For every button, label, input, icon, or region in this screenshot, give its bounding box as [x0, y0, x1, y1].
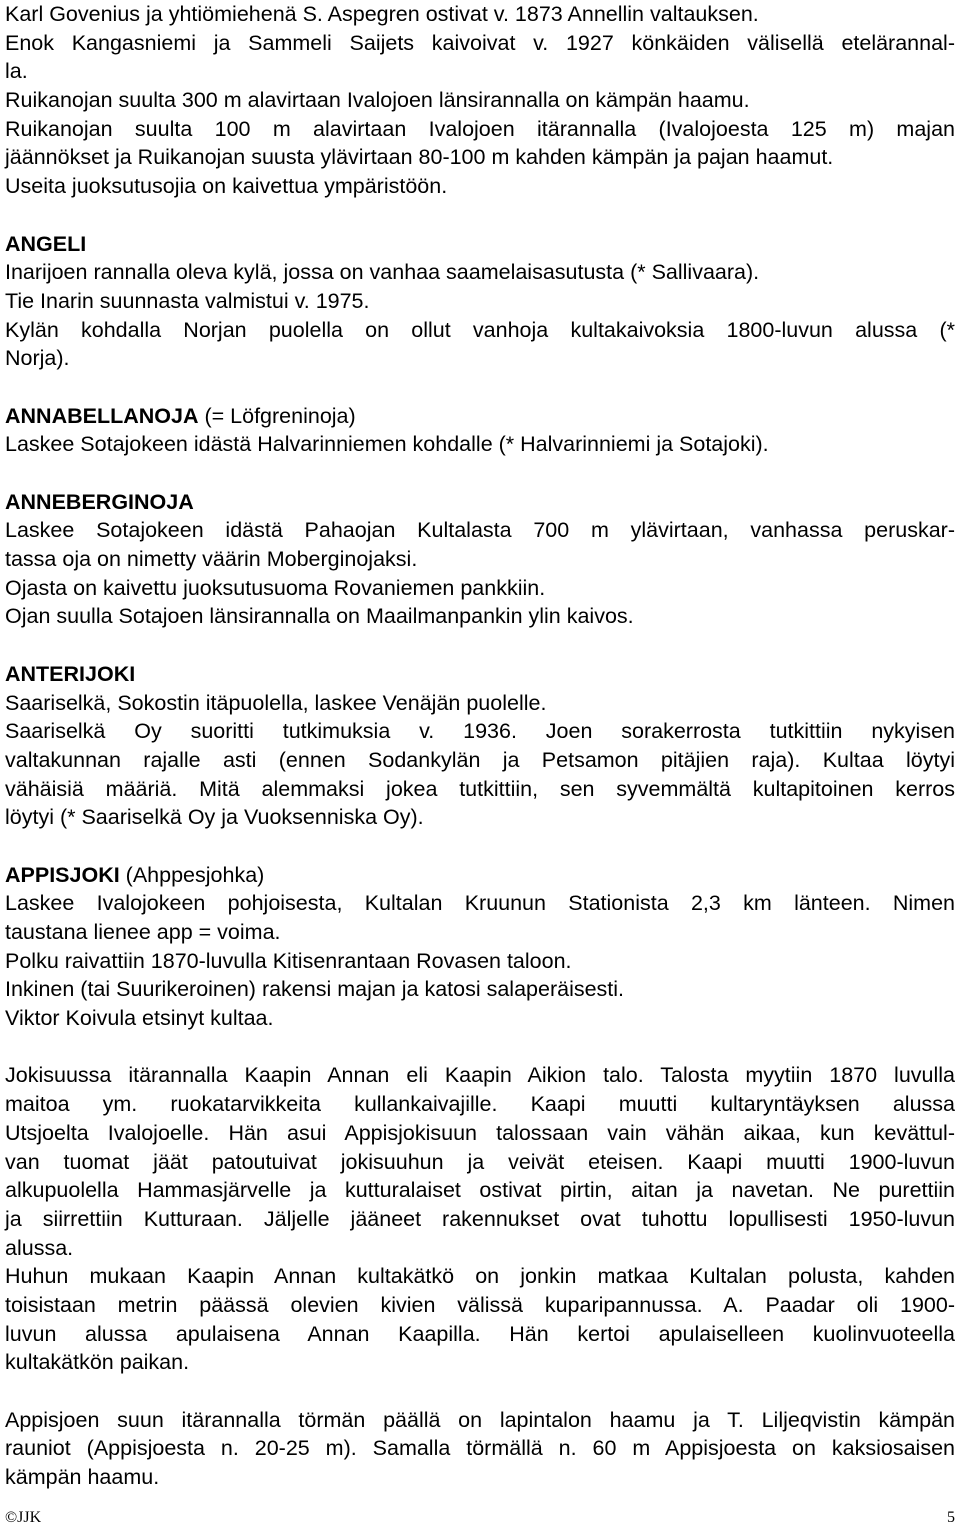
entry-heading-line: [5, 861, 955, 890]
text-line: kultakätkön paikan.: [5, 1350, 190, 1375]
text-line: Useita juoksutusojia on kaivettua ympäristöön.: [5, 174, 448, 199]
text-line: luvun alussa apulaisena Annan Kaapilla. Hän kertoi apulaiselleen kuolinvuoteella: [5, 1321, 955, 1346]
page-number: 5: [947, 1509, 955, 1526]
text-line: Laskee Ivalojokeen pohjoisesta, Kultalan Kruunun Stationista 2,3 km länteen. Nimen: [5, 891, 955, 916]
text-line: Inkinen (tai Suurikeroinen) rakensi majan ja katosi salaperäisesti.: [5, 977, 625, 1002]
entry-heading: APPISJOKI: [5, 862, 120, 887]
entry-anneberginoja: [5, 488, 955, 631]
text-line: Saariselkä Oy suoritti tutkimuksia v. 1936. Joen sorakerrosta tutkittiin nykyisen: [5, 719, 955, 744]
copyright-label: ©JJK: [5, 1509, 42, 1526]
entry-heading-line: [5, 402, 955, 431]
text-line: Enok Kangasniemi ja Sammeli Saijets kaivoivat v. 1927 könkäiden välisellä etelärannal-: [5, 30, 955, 55]
entry-heading-suffix: (= Löfgreninoja): [198, 403, 356, 428]
entry-heading: ANNABELLANOJA: [5, 403, 199, 428]
paragraph-liljeqvist: [5, 1406, 955, 1492]
text-line: Jokisuussa itärannalla Kaapin Annan eli Kaapin Aikion talo. Talosta myytiin 1870 luvulla: [5, 1063, 955, 1088]
paragraph-gap: [5, 631, 955, 660]
text-line: maitoa ym. ruokatarvikkeita kullankaivajille. Kaapi muutti kultaryntäyksen alussa: [5, 1092, 955, 1117]
text-line: Polku raivattiin 1870-luvulla Kitisenrantaan Rovasen taloon.: [5, 948, 572, 973]
paragraph-gap: [5, 459, 955, 488]
text-line: Inarijoen rannalla oleva kylä, jossa on vanhaa saamelaisasutusta (* Sallivaara).: [5, 260, 760, 285]
text-line: Appisjoen suun itärannalla törmän päällä on lapintalon haamu ja T. Liljeqvistin kämpän: [5, 1407, 955, 1432]
text-line: Kylän kohdalla Norjan puolella on ollut vanhoja kultakaivoksia 1800-luvun alussa (*: [5, 317, 955, 342]
text-line: Viktor Koivula etsinyt kultaa.: [5, 1006, 274, 1031]
paragraph-gap: [5, 1377, 955, 1406]
text-line: Laskee Sotajokeen idästä Halvarinniemen kohdalle (* Halvarinniemi ja Sotajoki).: [5, 432, 769, 457]
paragraph-gap: [5, 1033, 955, 1062]
text-line: tassa oja on nimetty väärin Moberginojaksi.: [5, 547, 418, 572]
text-line: alussa.: [5, 1235, 74, 1260]
entry-heading: ANGELI: [5, 231, 87, 256]
text-line: vähäisiä määriä. Mitä alemmaksi jokea tutkittiin, sen syvemmältä kultapitoinen kerros: [5, 776, 955, 801]
document-page: [5, 0, 955, 1492]
entry-angeli: [5, 230, 955, 373]
paragraph-gap: [5, 201, 955, 230]
text-line: Saariselkä, Sokostin itäpuolella, laskee Venäjän puolelle.: [5, 690, 547, 715]
text-line: Ojasta on kaivettu juoksutusuoma Rovaniemen pankkiin.: [5, 575, 546, 600]
text-line: Utsjoelta Ivalojoelle. Hän asui Appisjokisuun talossaan vain vähän aikaa, kun kevättul-: [5, 1120, 955, 1145]
paragraph-kaappi: [5, 1061, 955, 1377]
text-line: toisistaan metrin päässä olevien kivien välissä kuparipannussa. A. Paadar oli 1900-: [5, 1292, 955, 1317]
text-line: kämpän haamu.: [5, 1465, 160, 1490]
entry-heading-suffix: (Ahppesjohka): [119, 862, 265, 887]
text-line: Tie Inarin suunnasta valmistui v. 1975.: [5, 288, 370, 313]
text-line: van tuomat jäät patoutuivat jokisuuhun ja veivät eteisen. Kaapi muutti 1900-luvun: [5, 1149, 955, 1174]
text-line: Norja).: [5, 346, 70, 371]
text-line: valtakunnan rajalle asti (ennen Sodankylän ja Petsamon pitäjien raja). Kultaa löytyi: [5, 747, 955, 772]
entry-annabellanoja: [5, 402, 955, 459]
text-line: ja siirrettiin Kutturaan. Jäljelle jääneet rakennukset ovat tuhottu lopullisesti 1950-luvun: [5, 1206, 955, 1231]
text-line: la.: [5, 59, 28, 84]
text-line: jäännökset ja Ruikanojan suusta ylävirtaan 80-100 m kahden kämpän ja pajan haamut.: [5, 145, 834, 170]
text-line: Karl Govenius ja yhtiömiehenä S. Aspegren ostivat v. 1873 Annellin valtauksen.: [5, 2, 759, 26]
paragraph-gap: [5, 832, 955, 861]
text-line: Ruikanojan suulta 300 m alavirtaan Ivalojoen länsirannalla on kämpän haamu.: [5, 88, 750, 113]
text-line: Ojan suulla Sotajoen länsirannalla on Maailmanpankin ylin kaivos.: [5, 604, 634, 629]
entry-appisjoki: [5, 861, 955, 1033]
text-line: Huhun mukaan Kaapin Annan kultakätkö on jonkin matkaa Kultalan polusta, kahden: [5, 1264, 955, 1289]
entry-anterijoki: [5, 660, 955, 832]
text-line: Laskee Sotajokeen idästä Pahaojan Kultalasta 700 m ylävirtaan, vanhassa peruskar-: [5, 518, 955, 543]
text-line: taustana lienee app = voima.: [5, 920, 281, 944]
intro-paragraph: [5, 0, 955, 201]
entry-heading: ANTERIJOKI: [5, 661, 136, 686]
text-line: alkupuolella Hammasjärvelle ja kutturalaiset ostivat pirtin, aitan ja navetan. Ne purettiin: [5, 1178, 955, 1203]
text-line: löytyi (* Saariselkä Oy ja Vuoksenniska Oy).: [5, 805, 424, 830]
paragraph-gap: [5, 373, 955, 402]
entry-heading: ANNEBERGINOJA: [5, 489, 194, 514]
text-line: rauniot (Appisjoesta n. 20-25 m). Samalla törmällä n. 60 m Appisjoesta on kaksiosaisen: [5, 1436, 955, 1461]
text-line: Ruikanojan suulta 100 m alavirtaan Ivalojoen itärannalla (Ivalojoesta 125 m) majan: [5, 116, 955, 141]
